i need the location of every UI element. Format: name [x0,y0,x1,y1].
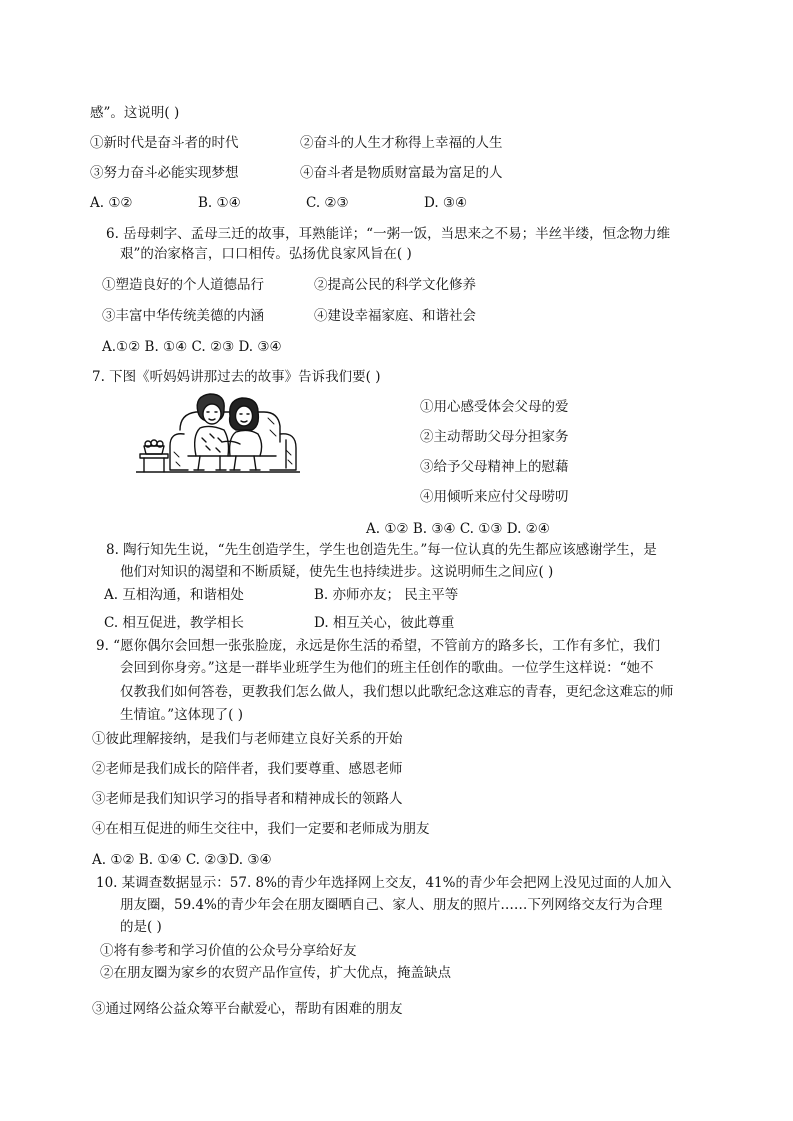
mother-daughter-sofa-illustration [136,390,300,474]
q5-option-3: ③努力奋斗必能实现梦想 [90,165,239,181]
q9-stem-line-3: 仅教我们如何答卷，更教我们怎么做人，我们想以此歌纪念这难忘的青春，更纪念这难忘的师 [120,684,674,700]
q5-choice-c: C. ②③ [306,195,349,211]
q8-option-c: C. 相互促进，教学相长 [104,615,244,631]
q10-option-1: ①将有参考和学习价值的公众号分享给好友 [100,943,357,959]
q7-option-1: ①用心感受体会父母的爱 [420,399,569,415]
q10-option-2: ②在朋友圈为家乡的农贸产品作宣传，扩大优点，掩盖缺点 [100,965,451,981]
q5-option-2: ②奋斗的人生才称得上幸福的人生 [300,135,503,151]
q5-choice-b: B. ①④ [198,195,241,211]
q6-stem-line-2: 艰”的治家格言，口口相传。弘扬优良家风旨在( ) [120,246,412,262]
q8-option-a: A. 互相沟通，和谐相处 [104,587,244,603]
q8-option-b: B. 亦师亦友； 民主平等 [314,587,459,603]
q5-stem-tail: 感”。这说明( ) [90,105,180,121]
q5-option-4: ④奋斗者是物质财富最为富足的人 [300,165,503,181]
q9-stem-line-4: 生情谊。”这体现了( ) [120,707,243,723]
q7-option-2: ②主动帮助父母分担家务 [420,429,569,445]
q10-stem-line-3: 的是( ) [120,919,162,935]
q6-option-1: ①塑造良好的个人道德品行 [102,277,264,293]
q9-option-4: ④在相互促进的师生交往中，我们一定要和老师成为朋友 [92,821,430,837]
q7-option-4: ④用倾听来应付父母唠叨 [420,489,569,505]
q6-option-3: ③丰富中华传统美德的内涵 [102,308,264,324]
q5-option-1: ①新时代是奋斗者的时代 [90,135,239,151]
q9-choices: A. ①② B. ①④ C. ②③D. ③④ [92,852,272,868]
q5-choice-d: D. ③④ [424,195,468,211]
q9-stem-line-2: 会回到你身旁。”这是一群毕业班学生为他们的班主任创作的歌曲。一位学生这样说：“她不 [120,660,654,676]
q10-stem-line-2: 朋友圈，59.4%的青少年会在朋友圈晒自己、家人、朋友的照片……下列网络交友行为合理 [120,897,663,913]
q9-option-3: ③老师是我们知识学习的指导者和精神成长的领路人 [92,791,403,807]
q8-stem-line-1: 8. 陶行知先生说，“先生创造学生，学生也创造先生。”每一位认真的先生都应该感谢学生，是 [106,542,657,558]
q8-stem-line-2: 他们对知识的渴望和不断质疑，使先生也持续进步。这说明师生之间应( ) [120,564,554,580]
q5-choice-a: A. ①② [90,195,133,211]
q6-option-2: ②提高公民的科学文化修养 [314,277,476,293]
q6-choices: A.①② B. ①④ C. ②③ D. ③④ [102,339,282,355]
q10-stem-line-1: 10. 某调查数据显示：57. 8%的青少年选择网上交友，41%的青少年会把网上没见过面的人加入 [96,875,672,891]
q9-option-1: ①彼此理解接纳，是我们与老师建立良好关系的开始 [92,731,403,747]
q9-stem-line-1: 9. “愿你偶尔会回想一张张脸庞，永远是你生活的希望，不管前方的路多长，工作有多忙，我们 [96,638,661,654]
q7-option-3: ③给予父母精神上的慰藉 [420,459,569,475]
q8-option-d: D. 相互关心，彼此尊重 [314,615,455,631]
q6-option-4: ④建设幸福家庭、和谐社会 [314,308,476,324]
q6-stem-line-1: 6. 岳母刺字、孟母三迁的故事，耳熟能详；“一粥一饭，当思来之不易；半丝半缕，恒念物力维 [106,226,671,242]
q10-option-3: ③通过网络公益众筹平台献爱心，帮助有困难的朋友 [92,1001,403,1017]
q7-stem: 7. 下图《听妈妈讲那过去的故事》告诉我们要( ) [92,369,381,385]
q7-choices: A. ①② B. ③④ C. ①③ D. ②④ [366,521,550,537]
q9-option-2: ②老师是我们成长的陪伴者，我们要尊重、感恩老师 [92,761,403,777]
